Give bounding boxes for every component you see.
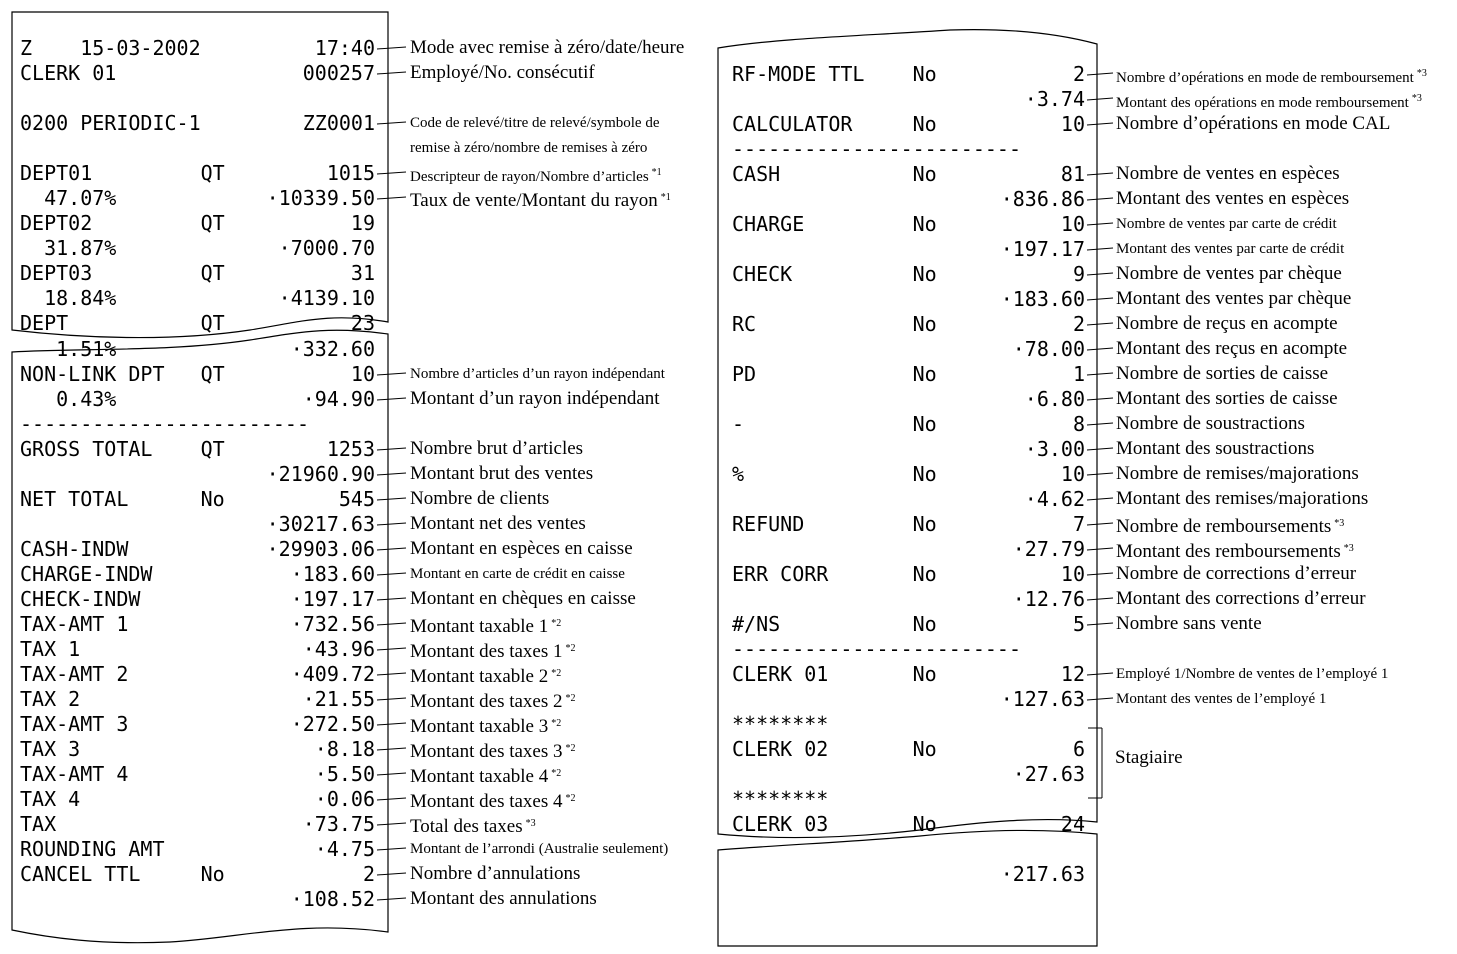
left-receipt-label: 0200 PERIODIC-1 bbox=[20, 111, 201, 135]
left-receipt-label: 18.84% bbox=[20, 286, 117, 310]
left-receipt-label: TAX-AMT 2 bbox=[20, 662, 129, 686]
annotation: Montant taxable 1 $^{*2}$ bbox=[410, 616, 562, 637]
right-receipt-label: CLERK 03 No bbox=[732, 812, 937, 836]
annotation: Nombre de ventes par chèque bbox=[1116, 263, 1342, 284]
left-receipt-label: NET TOTAL No bbox=[20, 487, 225, 511]
left-receipt-label: TAX-AMT 1 bbox=[20, 612, 129, 636]
left-receipt-label: GROSS TOTAL QT bbox=[20, 437, 225, 461]
right-receipt-value: 8 bbox=[1072, 412, 1085, 436]
annotation: Montant des ventes par carte de crédit bbox=[1116, 241, 1345, 257]
annotation: Montant des taxes 2 $^{*2}$ bbox=[410, 691, 576, 712]
left-receipt-label: TAX 1 bbox=[20, 637, 81, 661]
right-receipt-value: 9 bbox=[1072, 262, 1085, 286]
right-receipt-value: ·27.63 bbox=[1012, 762, 1085, 786]
annotation: Employé/No. consécutif bbox=[410, 62, 595, 83]
right-receipt-value: 12 bbox=[1060, 662, 1085, 686]
annotation: Nombre d’opérations en mode de remboursement $^{*3}$ bbox=[1116, 68, 1427, 86]
annotation: Nombre de clients bbox=[410, 488, 550, 509]
annotation: Montant des remboursements $^{*3}$ bbox=[1116, 541, 1354, 562]
annotation: Montant des corrections d’erreur bbox=[1116, 588, 1366, 609]
right-receipt-bottom bbox=[718, 830, 1097, 946]
left-receipt-value: 545 bbox=[338, 487, 375, 511]
footnote-mark: *2 bbox=[565, 793, 576, 804]
left-receipt-label: CHARGE-INDW bbox=[20, 562, 153, 586]
right-receipt-value: ·78.00 bbox=[1012, 337, 1085, 361]
annotation: Montant des reçus en acompte bbox=[1116, 338, 1348, 359]
left-receipt-value: 23 bbox=[350, 311, 375, 335]
left-receipt-value: ·8.18 bbox=[314, 737, 375, 761]
annotation: Nombre de remises/majorations bbox=[1116, 463, 1359, 484]
left-receipt-label: ------------------------ bbox=[20, 412, 309, 436]
left-receipt-value: ·4.75 bbox=[314, 837, 375, 861]
annotation: Nombre de sorties de caisse bbox=[1116, 363, 1329, 384]
right-receipt-value: ·836.86 bbox=[1000, 187, 1085, 211]
annotation: Montant en chèques en caisse bbox=[410, 588, 636, 609]
annotation: Montant brut des ventes bbox=[410, 463, 594, 484]
left-receipt-label: DEPT02 QT bbox=[20, 211, 225, 235]
footnote-mark: *3 bbox=[525, 818, 536, 829]
footnote-mark: *2 bbox=[551, 668, 562, 679]
left-receipt-value: ·197.17 bbox=[290, 587, 375, 611]
right-receipt-value: 10 bbox=[1060, 112, 1085, 136]
right-receipt-label: CASH No bbox=[732, 162, 937, 186]
left-receipt-value: ·94.90 bbox=[302, 387, 375, 411]
annotation: Code de relevé/titre de relevé/symbole de bbox=[410, 115, 660, 131]
annotation: Montant taxable 3 $^{*2}$ bbox=[410, 716, 562, 737]
annotation: Nombre d’opérations en mode CAL bbox=[1116, 113, 1391, 134]
left-receipt-label: DEPT01 QT bbox=[20, 161, 225, 185]
left-receipt-value: ·409.72 bbox=[290, 662, 375, 686]
annotation: Montant de l’arrondi (Australie seulement) bbox=[410, 841, 669, 857]
trainee-bracket-label: Stagiaire bbox=[1115, 747, 1183, 768]
right-receipt-value: ·12.76 bbox=[1012, 587, 1085, 611]
right-receipt-label: ------------------------ bbox=[732, 137, 1021, 161]
footnote-mark: *1 bbox=[651, 167, 662, 178]
right-receipt-value: 2 bbox=[1072, 62, 1085, 86]
footnote-mark: *1 bbox=[660, 192, 671, 203]
left-receipt-label: NON-LINK DPT QT bbox=[20, 362, 225, 386]
right-receipt-value: 10 bbox=[1060, 462, 1085, 486]
right-receipt-value: ·217.63 bbox=[1000, 862, 1085, 886]
annotation: Nombre d’annulations bbox=[410, 863, 581, 884]
left-receipt-label: CASH-INDW bbox=[20, 537, 129, 561]
left-receipt-value: 1015 bbox=[326, 161, 375, 185]
footnote-mark: *2 bbox=[551, 768, 562, 779]
annotation: Montant net des ventes bbox=[410, 513, 586, 534]
right-receipt-label: - No bbox=[732, 412, 937, 436]
left-receipt-label: ROUNDING AMT bbox=[20, 837, 165, 861]
left-receipt-value: ·5.50 bbox=[314, 762, 375, 786]
left-receipt-value: ·21960.90 bbox=[266, 462, 375, 486]
right-receipt-label: CLERK 02 No bbox=[732, 737, 937, 761]
annotation: Montant taxable 4 $^{*2}$ bbox=[410, 766, 562, 787]
left-receipt-value: ·332.60 bbox=[290, 337, 375, 361]
left-receipt-value: ·732.56 bbox=[290, 612, 375, 636]
left-receipt-label: CLERK 01 bbox=[20, 61, 117, 85]
right-receipt-value: 81 bbox=[1060, 162, 1085, 186]
right-receipt-value: ·3.74 bbox=[1024, 87, 1085, 111]
left-receipt-value: 31 bbox=[350, 261, 375, 285]
left-receipt-label: TAX 4 bbox=[20, 787, 81, 811]
footnote-mark: *2 bbox=[551, 618, 562, 629]
left-receipt-value: ·73.75 bbox=[302, 812, 375, 836]
annotation: Nombre de ventes en espèces bbox=[1116, 163, 1340, 184]
right-receipt-label: REFUND No bbox=[732, 512, 937, 536]
left-receipt-value: ·7000.70 bbox=[278, 236, 375, 260]
right-receipt-label: ******** bbox=[732, 712, 829, 736]
left-receipt-value: ·4139.10 bbox=[278, 286, 375, 310]
left-receipt-label: DEPT03 QT bbox=[20, 261, 225, 285]
left-receipt-label: Z 15-03-2002 bbox=[20, 36, 201, 60]
annotation: Montant d’un rayon indépendant bbox=[410, 388, 660, 409]
right-receipt-value: ·127.63 bbox=[1000, 687, 1085, 711]
left-receipt-label: CHECK-INDW bbox=[20, 587, 141, 611]
annotation: Montant des ventes par chèque bbox=[1116, 288, 1352, 309]
left-receipt-value: 1253 bbox=[326, 437, 375, 461]
right-receipt-label: ******** bbox=[732, 787, 829, 811]
annotation: Total des taxes $^{*3}$ bbox=[410, 816, 536, 837]
annotation: Nombre de corrections d’erreur bbox=[1116, 563, 1357, 584]
right-receipt-value: 10 bbox=[1060, 562, 1085, 586]
right-receipt-label: CHECK No bbox=[732, 262, 937, 286]
left-receipt-label: 47.07% bbox=[20, 186, 117, 210]
annotation: Employé 1/Nombre de ventes de l’employé 1 bbox=[1116, 666, 1389, 682]
annotation: Montant des taxes 3 $^{*2}$ bbox=[410, 741, 576, 762]
left-receipt-value: ·108.52 bbox=[290, 887, 375, 911]
annotation: Nombre brut d’articles bbox=[410, 438, 584, 459]
annotation: Nombre de soustractions bbox=[1116, 413, 1305, 434]
right-receipt-label: #/NS No bbox=[732, 612, 937, 636]
left-receipt-value: ·29903.06 bbox=[266, 537, 375, 561]
left-receipt-value: ·0.06 bbox=[314, 787, 375, 811]
left-receipt-value: ·30217.63 bbox=[266, 512, 375, 536]
left-receipt-value: ·10339.50 bbox=[266, 186, 375, 210]
left-receipt-label: DEPT QT bbox=[20, 311, 225, 335]
annotation: Descripteur de rayon/Nombre d’articles $^{*1}$ bbox=[410, 167, 662, 185]
annotation: Nombre de reçus en acompte bbox=[1116, 313, 1338, 334]
footnote-mark: *3 bbox=[1334, 518, 1345, 529]
annotation: Montant des taxes 4 $^{*2}$ bbox=[410, 791, 576, 812]
annotation: Nombre d’articles d’un rayon indépendant bbox=[410, 366, 665, 382]
right-receipt-value: ·197.17 bbox=[1000, 237, 1085, 261]
right-receipt-label: RF-MODE TTL No bbox=[732, 62, 937, 86]
annotation: Montant en espèces en caisse bbox=[410, 538, 633, 559]
left-receipt-label: CANCEL TTL No bbox=[20, 862, 225, 886]
right-receipt-value: 7 bbox=[1072, 512, 1085, 536]
footnote-mark: *2 bbox=[565, 693, 576, 704]
annotation: Nombre de remboursements $^{*3}$ bbox=[1116, 516, 1345, 537]
left-receipt-value: ·43.96 bbox=[302, 637, 375, 661]
annotation: Montant des opérations en mode remboursement $^{*3}$ bbox=[1116, 93, 1422, 111]
left-receipt-value: 000257 bbox=[302, 61, 375, 85]
right-receipt-value: 6 bbox=[1072, 737, 1085, 761]
left-receipt-value: ZZ0001 bbox=[302, 111, 375, 135]
right-receipt-value: 24 bbox=[1060, 812, 1085, 836]
footnote-mark: *3 bbox=[1343, 543, 1354, 554]
right-receipt-value: 5 bbox=[1072, 612, 1085, 636]
left-receipt-label: 1.51% bbox=[20, 337, 117, 361]
left-receipt-value: 10 bbox=[350, 362, 375, 386]
right-receipt-value: 10 bbox=[1060, 212, 1085, 236]
left-receipt-value: ·272.50 bbox=[290, 712, 375, 736]
right-receipt-value: ·4.62 bbox=[1024, 487, 1085, 511]
left-receipt-value: ·21.55 bbox=[302, 687, 375, 711]
left-receipt-label: TAX-AMT 3 bbox=[20, 712, 129, 736]
annotation: Nombre de ventes par carte de crédit bbox=[1116, 216, 1337, 232]
right-receipt-label: ------------------------ bbox=[732, 637, 1021, 661]
right-receipt-label: CHARGE No bbox=[732, 212, 937, 236]
annotation: Montant des taxes 1 $^{*2}$ bbox=[410, 641, 576, 662]
footnote-mark: *2 bbox=[565, 643, 576, 654]
annotation: Montant des annulations bbox=[410, 888, 597, 909]
right-receipt-value: 2 bbox=[1072, 312, 1085, 336]
left-receipt-label: 0.43% bbox=[20, 387, 117, 411]
right-receipt-label: % No bbox=[732, 462, 937, 486]
left-receipt-label: TAX 3 bbox=[20, 737, 81, 761]
left-receipt-label: TAX 2 bbox=[20, 687, 81, 711]
right-receipt-value: ·3.00 bbox=[1024, 437, 1085, 461]
right-receipt-value: ·27.79 bbox=[1012, 537, 1085, 561]
annotation: Nombre sans vente bbox=[1116, 613, 1262, 634]
footnote-mark: *3 bbox=[1411, 93, 1422, 104]
left-receipt-label: TAX-AMT 4 bbox=[20, 762, 129, 786]
annotation: Montant des sorties de caisse bbox=[1116, 388, 1338, 409]
right-receipt-label: PD No bbox=[732, 362, 937, 386]
annotation: Taux de vente/Montant du rayon $^{*1}$ bbox=[410, 190, 671, 211]
right-receipt-value: ·183.60 bbox=[1000, 287, 1085, 311]
annotation: remise à zéro/nombre de remises à zéro bbox=[410, 140, 648, 156]
right-receipt-label: ERR CORR No bbox=[732, 562, 937, 586]
annotation: Mode avec remise à zéro/date/heure bbox=[410, 37, 685, 58]
annotation: Montant des remises/majorations bbox=[1116, 488, 1369, 509]
annotation: Montant des soustractions bbox=[1116, 438, 1315, 459]
annotation: Montant des ventes de l’employé 1 bbox=[1116, 691, 1327, 707]
right-receipt-value: ·6.80 bbox=[1024, 387, 1085, 411]
left-receipt-label: TAX bbox=[20, 812, 57, 836]
annotation: Montant des ventes en espèces bbox=[1116, 188, 1350, 209]
right-receipt-label: RC No bbox=[732, 312, 937, 336]
left-receipt-label: 31.87% bbox=[20, 236, 117, 260]
footnote-mark: *2 bbox=[551, 718, 562, 729]
annotation: Montant en carte de crédit en caisse bbox=[410, 566, 625, 582]
left-receipt-value: 2 bbox=[362, 862, 375, 886]
footnote-mark: *3 bbox=[1416, 68, 1427, 79]
right-receipt-label: CALCULATOR No bbox=[732, 112, 937, 136]
right-receipt-label: CLERK 01 No bbox=[732, 662, 937, 686]
left-receipt-value: ·183.60 bbox=[290, 562, 375, 586]
footnote-mark: *2 bbox=[565, 743, 576, 754]
annotation: Montant taxable 2 $^{*2}$ bbox=[410, 666, 562, 687]
left-receipt-value: 19 bbox=[350, 211, 375, 235]
right-receipt-value: 1 bbox=[1072, 362, 1085, 386]
left-receipt-value: 17:40 bbox=[314, 36, 375, 60]
